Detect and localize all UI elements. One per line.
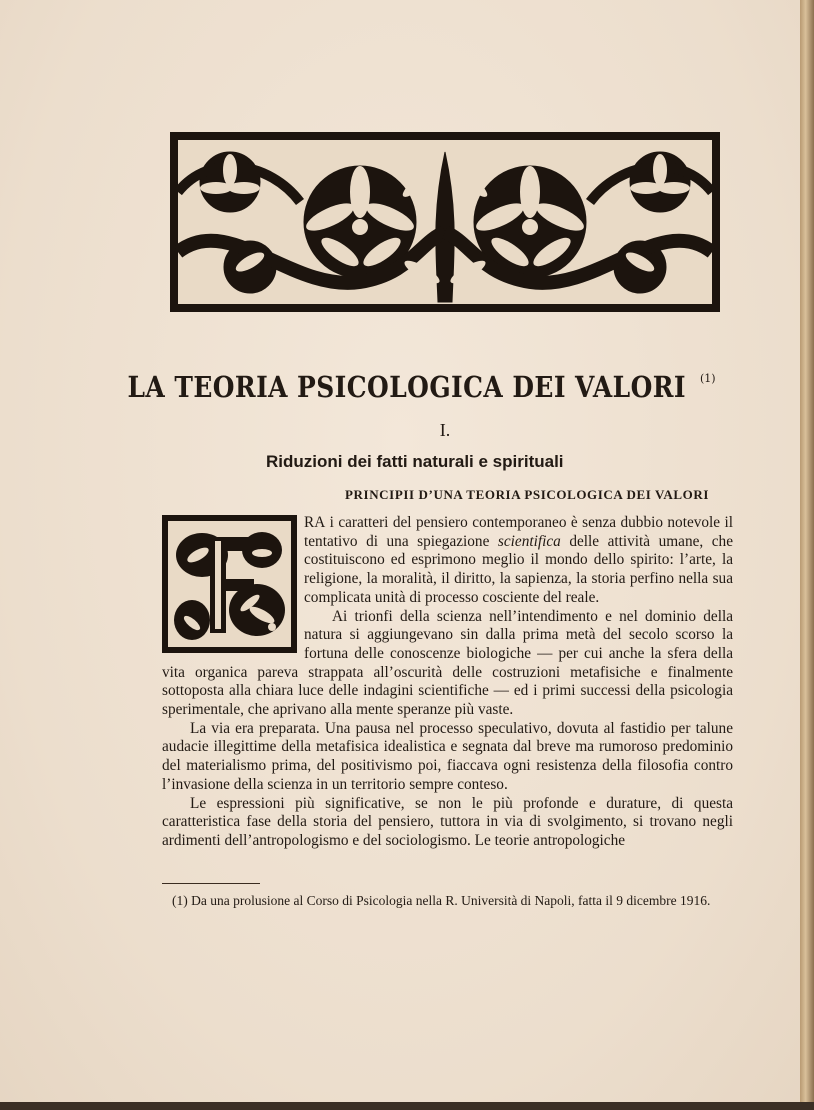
footnote-rule <box>162 883 260 884</box>
paragraph-1-emphasis: scientifica <box>497 532 561 550</box>
article-title <box>0 370 800 404</box>
chapter-number: I. <box>439 420 451 440</box>
chapter-subtitle: Riduzioni dei fatti naturali e spirituali <box>266 452 564 471</box>
page-edge-right <box>800 0 814 1110</box>
title-footnote-marker: (1) <box>700 372 716 385</box>
paragraph-4: Le espressioni più significative, se non le più profonde e durature, di questa caratteristica fase della storia del pensiero, tuttora in via di svolgimento, si trovano negli ardimenti dell’antropologismo e del sociologismo. Le teorie antropologiche <box>162 794 733 849</box>
paragraph-2: Ai trionfi della scienza nell’intendimento e nel dominio della natura si aggiungevano sin dalla prima metà del secolo scorso la fortuna delle conoscenze biologiche — per cui anche la sfera della vita organica pareva strappata all’oscurità delle costruzioni metafisiche e finalmente sottoposta alla chiara luce delle indagini scientifiche — ed i primi successi della psicologia sperimentale, che aprivano alla mente speranze più vaste. <box>162 607 733 719</box>
paragraph-3: La via era preparata. Una pausa nel processo speculativo, dovuta al fastidio per talune audacie illegittime della metafisica idealistica e segnata dal breve ma rumoroso predominio del materialismo prima, del positivismo poi, fiaccava ogni resistenza della filosofia contro l’invasione della scienza in un territorio sempre conteso. <box>162 719 733 793</box>
paragraph-1-text-a: i caratteri del pensiero contemporaneo è senza dubbio notevole il tentativo di una spiegazione <box>304 514 733 550</box>
article-body <box>162 514 733 851</box>
paragraph-1 <box>162 514 733 608</box>
title-text: LA TEORIA PSICOLOGICA DEI VALORI <box>127 370 687 404</box>
section-heading: PRINCIPII D’UNA TEORIA PSICOLOGICA DEI VALORI <box>345 487 709 502</box>
drop-cap-space <box>162 514 304 655</box>
footnote: (1) Da una prolusione al Corso di Psicologia nella R. Università di Napoli, fatta il 9 dicembre 1916. <box>172 893 711 908</box>
woodcut-banner <box>170 132 720 312</box>
drop-cap-continuation: RA <box>304 514 326 531</box>
page-edge-bottom <box>0 1102 814 1110</box>
paragraph-1-text-b: delle attività umane, che costituiscono ed esprimono meglio il mondo dello spirito: l’arte, la religione, la moralità, il diritto, la sapienza, la storia perfino nella sua complicata unità di processo cosciente del reale. <box>304 532 733 606</box>
